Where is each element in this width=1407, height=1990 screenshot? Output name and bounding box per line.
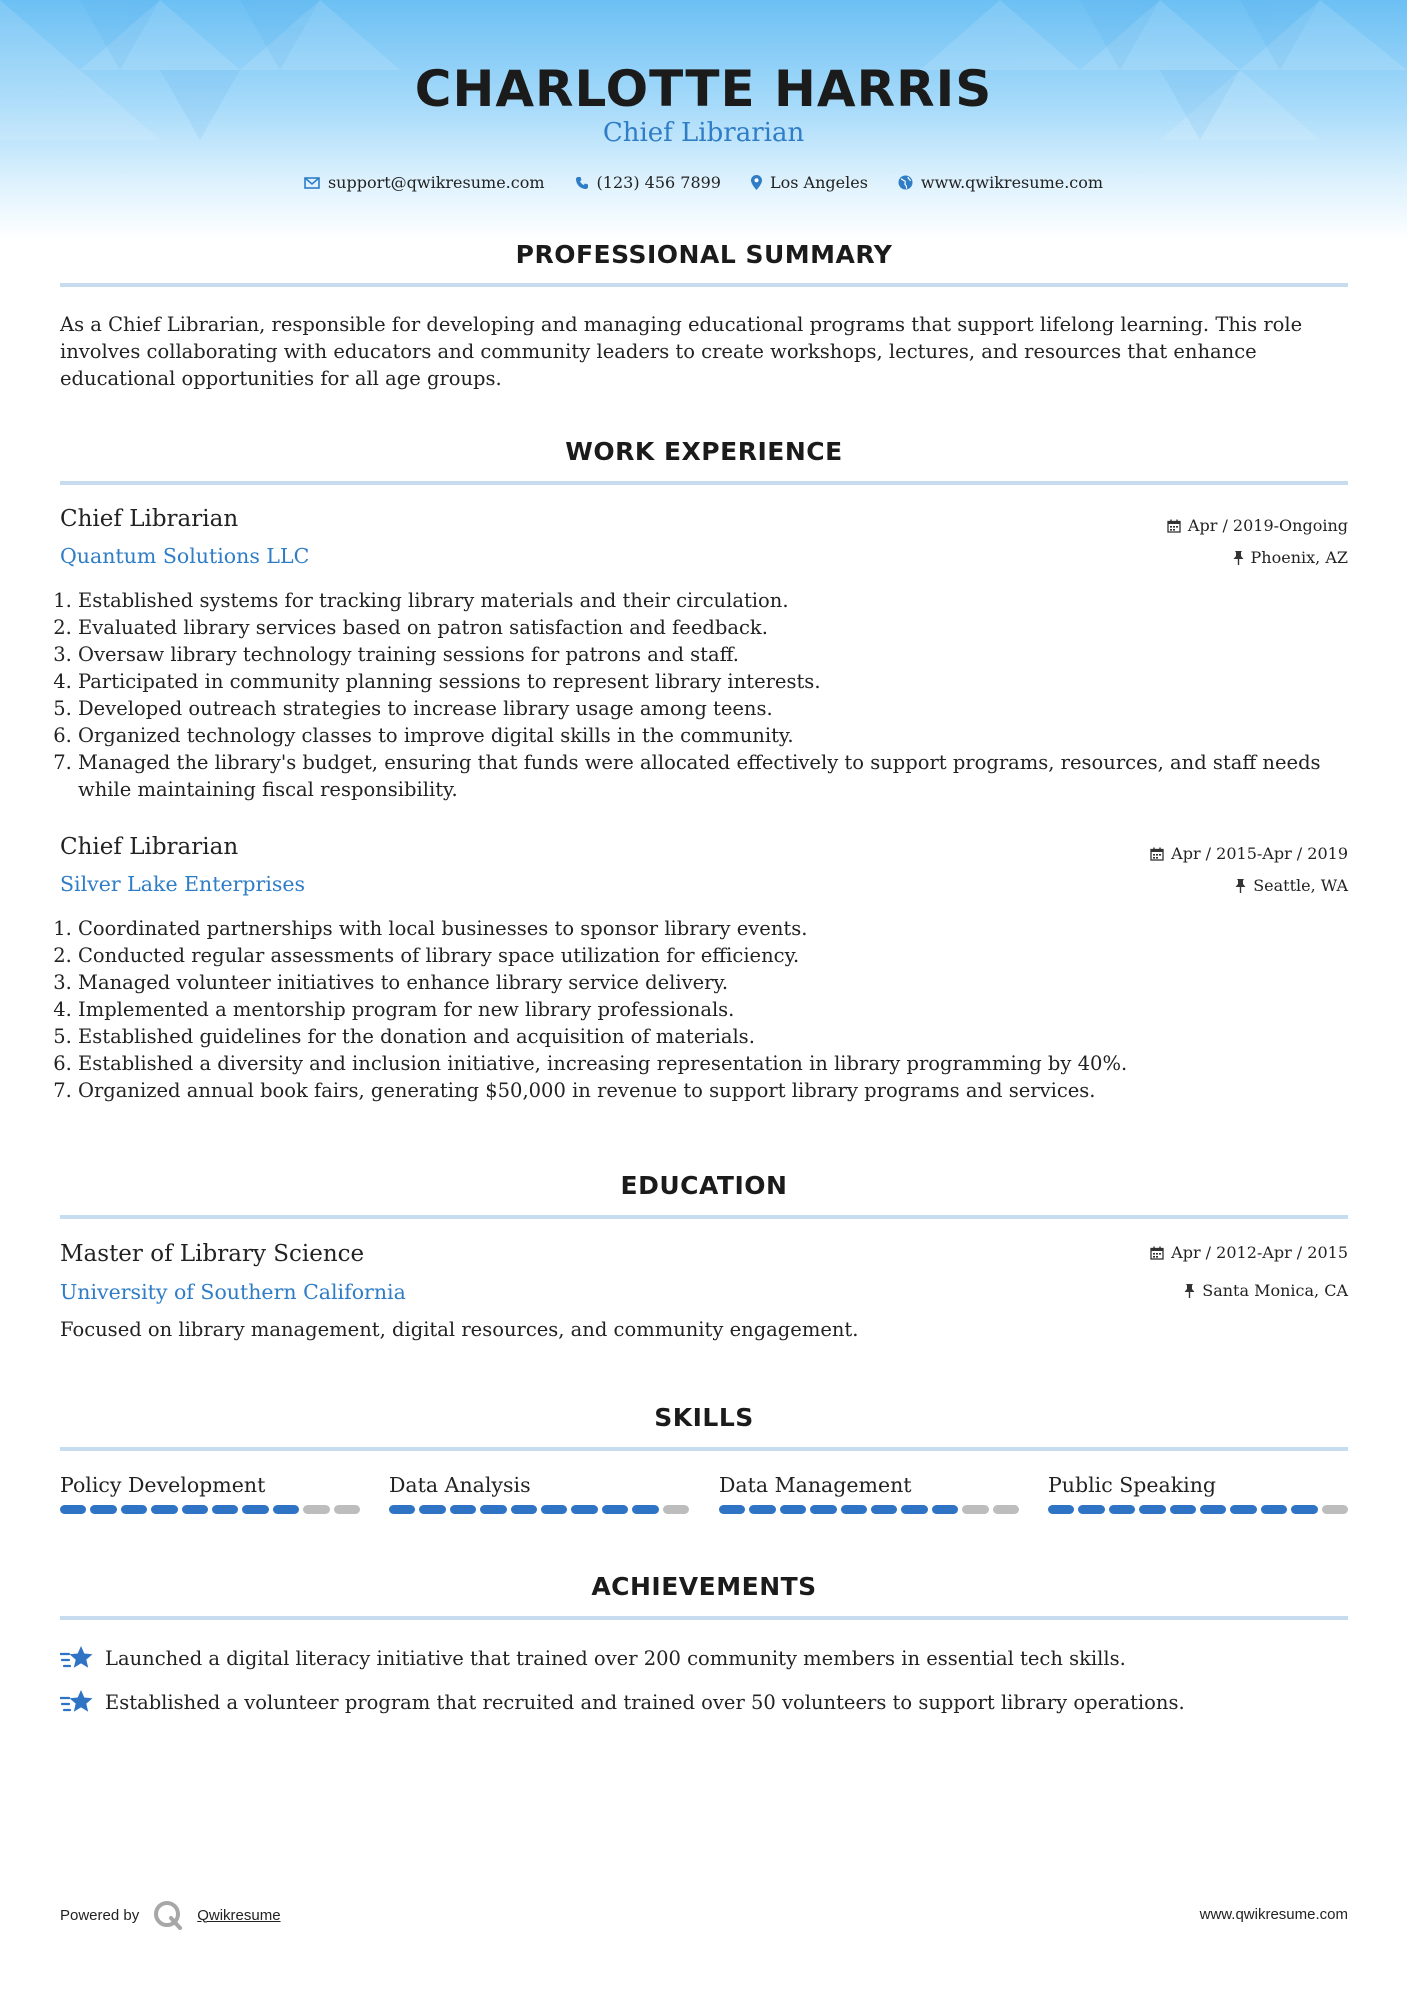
- list-item: 4. Implemented a mentorship program for new library professionals.: [78, 996, 1368, 1023]
- summary-heading: PROFESSIONAL SUMMARY: [515, 240, 893, 269]
- qwikresume-logo-icon: [153, 1900, 183, 1930]
- skill-segment-filled: [1078, 1505, 1104, 1514]
- job-1-company: Quantum Solutions LLC: [60, 544, 310, 568]
- phone-icon: [575, 176, 589, 190]
- job-1-title: Chief Librarian: [60, 506, 239, 532]
- skill-segment-filled: [419, 1505, 445, 1514]
- list-item: 5. Developed outreach strategies to increase library usage among teens.: [78, 695, 1368, 722]
- qwikresume-link[interactable]: Qwikresume: [197, 1906, 281, 1924]
- list-item: 5. Established guidelines for the donation and acquisition of materials.: [78, 1023, 1368, 1050]
- skill-public-speaking: [1048, 1473, 1348, 1514]
- skill-segment-empty: [663, 1505, 689, 1514]
- achievement-item: [60, 1645, 1126, 1671]
- candidate-role: Chief Librarian: [602, 118, 805, 148]
- pushpin-icon: [1184, 1284, 1195, 1298]
- education-location-text: Santa Monica, CA: [1202, 1281, 1348, 1300]
- skill-segment-filled: [541, 1505, 567, 1514]
- skill-segment-filled: [450, 1505, 476, 1514]
- calendar-icon: [1150, 1246, 1164, 1260]
- education-dates: [1150, 1243, 1348, 1262]
- achievements-heading: ACHIEVEMENTS: [591, 1572, 817, 1601]
- skill-segment-filled: [1109, 1505, 1135, 1514]
- skill-segment-filled: [151, 1505, 177, 1514]
- skill-segment-filled: [780, 1505, 806, 1514]
- skill-segment-filled: [571, 1505, 597, 1514]
- skill-segment-filled: [480, 1505, 506, 1514]
- skill-segment-filled: [212, 1505, 238, 1514]
- job-1-bullets: [60, 587, 1368, 803]
- education-degree: Master of Library Science: [60, 1241, 365, 1267]
- skill-segment-filled: [389, 1505, 415, 1514]
- skill-segment-empty: [303, 1505, 329, 1514]
- contact-website-text: www.qwikresume.com: [920, 173, 1104, 192]
- skill-segment-filled: [60, 1505, 86, 1514]
- footer-website[interactable]: www.qwikresume.com: [1199, 1906, 1348, 1923]
- job-1-dates: [1167, 516, 1348, 535]
- experience-divider: [60, 481, 1348, 485]
- job-2-bullets: [60, 915, 1368, 1104]
- skills-heading: SKILLS: [654, 1403, 754, 1432]
- skill-segment-filled: [1230, 1505, 1256, 1514]
- list-item: 2. Evaluated library services based on patron satisfaction and feedback.: [78, 614, 1368, 641]
- education-heading: EDUCATION: [620, 1171, 788, 1200]
- skill-segment-filled: [273, 1505, 299, 1514]
- map-pin-icon: [751, 175, 762, 190]
- job-2-company: Silver Lake Enterprises: [60, 872, 306, 896]
- contact-location-text: Los Angeles: [769, 173, 868, 192]
- skill-segment-empty: [1322, 1505, 1348, 1514]
- job-2-dates-text: Apr / 2015-Apr / 2019: [1171, 844, 1348, 863]
- list-item: 4. Participated in community planning sessions to represent library interests.: [78, 668, 1368, 695]
- skill-policy-development: [60, 1473, 360, 1514]
- skill-data-analysis: [389, 1473, 689, 1514]
- skill-segment-filled: [841, 1505, 867, 1514]
- job-1-dates-text: Apr / 2019-Ongoing: [1187, 516, 1348, 535]
- contact-email-text: support@qwikresume.com: [327, 173, 545, 192]
- education-dates-text: Apr / 2012-Apr / 2015: [1171, 1243, 1348, 1262]
- skill-segment-filled: [1170, 1505, 1196, 1514]
- calendar-icon: [1150, 847, 1164, 861]
- skill-segment-filled: [90, 1505, 116, 1514]
- education-location: [1184, 1281, 1348, 1300]
- powered-by-label: Powered by: [60, 1906, 140, 1924]
- list-item: 7. Organized annual book fairs, generating $50,000 in revenue to support library programs and services.: [78, 1077, 1368, 1104]
- job-1-location-text: Phoenix, AZ: [1250, 548, 1348, 567]
- list-item: 3. Oversaw library technology training sessions for patrons and staff.: [78, 641, 1368, 668]
- contact-email[interactable]: [304, 173, 545, 192]
- skill-segment-filled: [871, 1505, 897, 1514]
- skill-segment-filled: [901, 1505, 927, 1514]
- calendar-icon: [1167, 519, 1181, 533]
- skill-data-management: [719, 1473, 1019, 1514]
- skill-segment-filled: [1261, 1505, 1287, 1514]
- job-2-title: Chief Librarian: [60, 834, 239, 860]
- contact-phone-text: (123) 456 7899: [596, 173, 721, 192]
- job-2-dates: [1150, 844, 1348, 863]
- skill-segment-filled: [632, 1505, 658, 1514]
- education-description: Focused on library management, digital resources, and community engagement.: [60, 1318, 859, 1341]
- education-divider: [60, 1215, 1348, 1219]
- achievements-divider: [60, 1616, 1348, 1620]
- list-item: 6. Established a diversity and inclusion initiative, increasing representation in library programming by 40%.: [78, 1050, 1368, 1077]
- skill-segment-filled: [1139, 1505, 1165, 1514]
- skill-segment-filled: [602, 1505, 628, 1514]
- skill-meter: [60, 1505, 360, 1514]
- skill-segment-filled: [242, 1505, 268, 1514]
- skill-segment-empty: [334, 1505, 360, 1514]
- skill-segment-filled: [749, 1505, 775, 1514]
- skill-segment-filled: [121, 1505, 147, 1514]
- education-school: University of Southern California: [60, 1280, 406, 1304]
- pushpin-icon: [1235, 879, 1246, 893]
- contact-location: [751, 173, 868, 192]
- skill-segment-filled: [810, 1505, 836, 1514]
- skill-segment-empty: [962, 1505, 988, 1514]
- job-1-location: [1233, 548, 1348, 567]
- job-2-location: [1235, 876, 1348, 895]
- contact-bar: [0, 173, 1407, 192]
- skill-segment-filled: [511, 1505, 537, 1514]
- summary-divider: [60, 283, 1348, 287]
- shooting-star-icon: [60, 1645, 93, 1671]
- skill-meter: [389, 1505, 689, 1514]
- skill-segment-empty: [993, 1505, 1019, 1514]
- list-item: 7. Managed the library's budget, ensuring that funds were allocated effectively to support programs, resources, and staff needs while maintaining fiscal responsibility.: [78, 749, 1368, 803]
- achievement-item: [60, 1689, 1185, 1715]
- skill-meter: [719, 1505, 1019, 1514]
- skill-segment-filled: [1048, 1505, 1074, 1514]
- skill-name: Data Management: [719, 1473, 912, 1497]
- footer-powered-by: [60, 1900, 281, 1930]
- experience-heading: WORK EXPERIENCE: [565, 437, 843, 466]
- list-item: 6. Organized technology classes to improve digital skills in the community.: [78, 722, 1368, 749]
- skills-divider: [60, 1447, 1348, 1451]
- skill-segment-filled: [1200, 1505, 1226, 1514]
- candidate-name: CHARLOTTE HARRIS: [414, 60, 993, 118]
- skill-segment-filled: [1291, 1505, 1317, 1514]
- contact-phone[interactable]: [575, 173, 721, 192]
- list-item: 1. Established systems for tracking library materials and their circulation.: [78, 587, 1368, 614]
- skill-name: Policy Development: [60, 1473, 266, 1497]
- skill-segment-filled: [932, 1505, 958, 1514]
- achievement-text: Established a volunteer program that recruited and trained over 50 volunteers to support library operations.: [105, 1690, 1185, 1714]
- envelope-icon: [304, 177, 320, 189]
- shooting-star-icon: [60, 1689, 93, 1715]
- skill-name: Public Speaking: [1048, 1473, 1217, 1497]
- skill-segment-filled: [182, 1505, 208, 1514]
- list-item: 3. Managed volunteer initiatives to enhance library service delivery.: [78, 969, 1368, 996]
- summary-text: As a Chief Librarian, responsible for developing and managing educational programs that support lifelong learning. This role involves collaborating with educators and community leaders to create workshops, lectures, and resources that enhance educational opportunities for all age groups.: [60, 313, 1303, 390]
- job-2-location-text: Seattle, WA: [1253, 876, 1348, 895]
- contact-website[interactable]: [898, 173, 1103, 192]
- pushpin-icon: [1233, 551, 1244, 565]
- list-item: 1. Coordinated partnerships with local businesses to sponsor library events.: [78, 915, 1368, 942]
- list-item: 2. Conducted regular assessments of library space utilization for efficiency.: [78, 942, 1368, 969]
- skill-name: Data Analysis: [389, 1473, 531, 1497]
- skill-meter: [1048, 1505, 1348, 1514]
- globe-icon: [898, 175, 913, 190]
- achievement-text: Launched a digital literacy initiative that trained over 200 community members in essential tech skills.: [105, 1646, 1126, 1670]
- skill-segment-filled: [719, 1505, 745, 1514]
